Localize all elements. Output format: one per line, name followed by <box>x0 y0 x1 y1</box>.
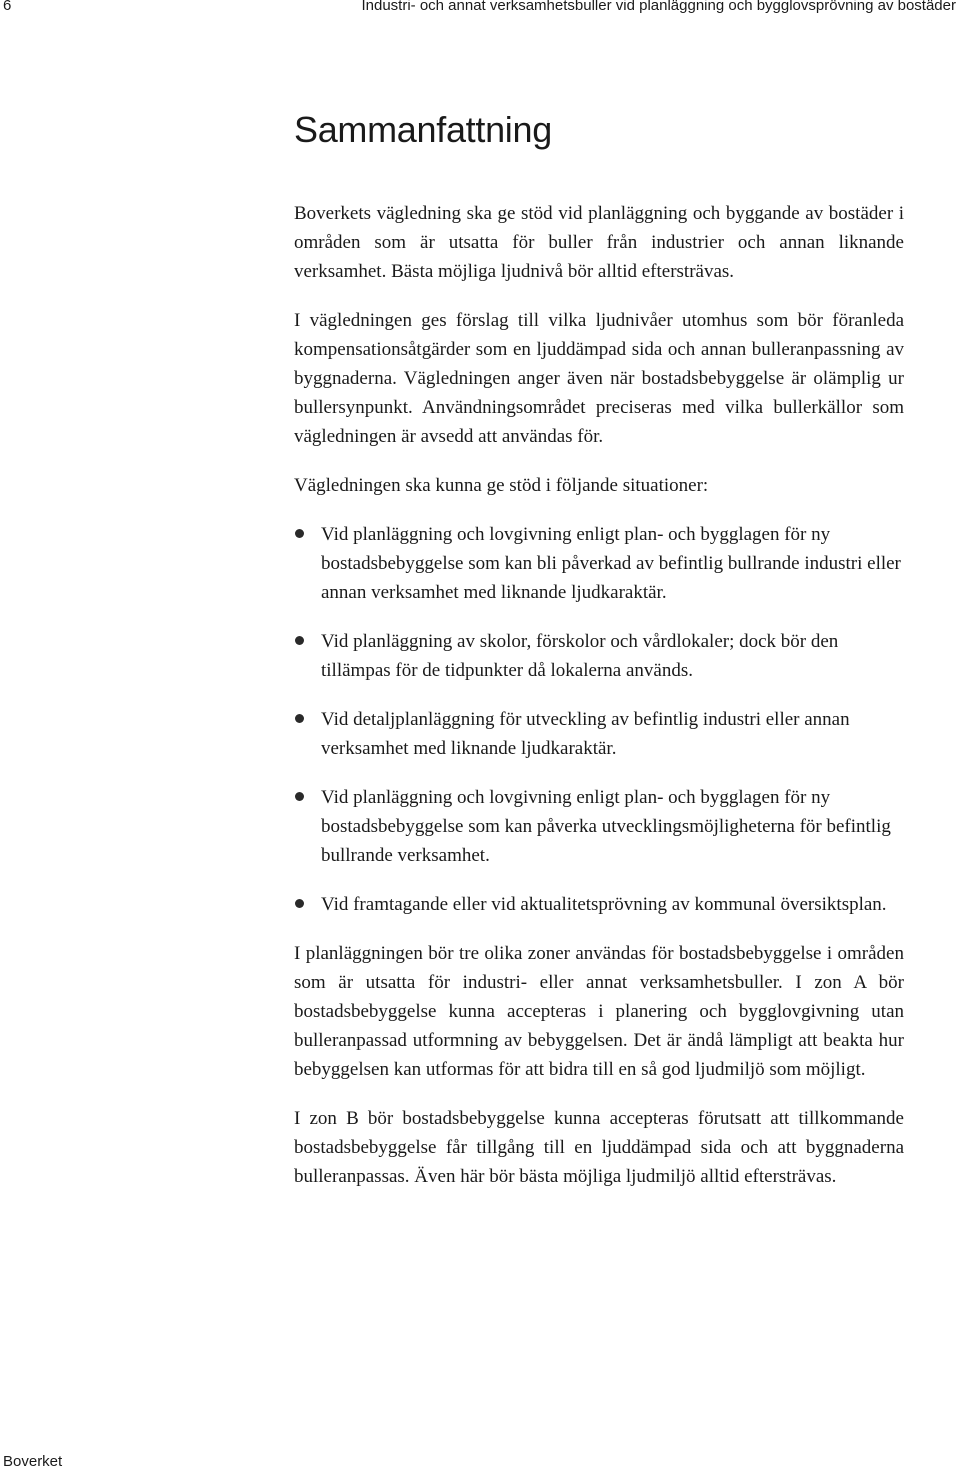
list-item-text: Vid framtagande eller vid aktualitetsprövning av kommunal översiktsplan. <box>321 894 887 915</box>
list-item <box>294 890 904 919</box>
list-item <box>294 783 904 870</box>
list-item-text: Vid planläggning och lovgivning enligt plan- och bygglagen för ny bostadsbebyggelse som kan bli påverkad av befintlig bullrande industri eller annan verksamhet med liknande ljudkaraktär. <box>321 524 901 603</box>
situations-list <box>294 520 904 919</box>
list-item <box>294 705 904 763</box>
guidance-paragraph: I vägledningen ges förslag till vilka ljudnivåer utomhus som bör föranleda kompensationsåtgärder som en ljuddämpad sida och annan bulleranpassning av byggnaderna. Vägledningen anger även när bostadsbebyggelse är olämplig ur bullersynpunkt. Användningsområdet preciseras med vilka bullerkällor som vägledningen är avsedd att användas för. <box>294 310 904 447</box>
list-item <box>294 627 904 685</box>
bullet-icon <box>295 529 304 538</box>
bullet-icon <box>295 636 304 645</box>
summary-body <box>294 199 904 1211</box>
list-item <box>294 520 904 607</box>
page-title: Sammanfattning <box>294 109 552 150</box>
list-item-text: Vid detaljplanläggning för utveckling av befintlig industri eller annan verksamhet med liknande ljudkaraktär. <box>321 709 850 759</box>
running-title: Industri- och annat verksamhetsbuller vid planläggning och bygglovsprövning av bostäder <box>361 0 956 14</box>
zone-a-paragraph: I planläggningen bör tre olika zoner användas för bostadsbebyggelse i områden som är utsatta för industri- eller annat verksamhetsbuller. I zon A bör bostadsbebyggelse kunna accepteras i planering och bygglovgivning utan bulleranpassad utformning av bebyggelsen. Det är ändå lämpligt att beakta hur bebyggelsen kan utformas för att bidra till en så god ljudmiljö som möjligt. <box>294 943 904 1080</box>
situations-lead-in: Vägledningen ska kunna ge stöd i följande situationer: <box>294 475 709 496</box>
running-header <box>0 0 960 20</box>
page-number: 6 <box>3 0 12 14</box>
bullet-icon <box>295 792 304 801</box>
list-item-text: Vid planläggning av skolor, förskolor och vårdlokaler; dock bör den tillämpas för de tidpunkter då lokalerna används. <box>321 631 839 681</box>
bullet-icon <box>295 899 304 908</box>
zone-b-paragraph: I zon B bör bostadsbebyggelse kunna accepteras förutsatt att tillkommande bostadsbebyggelse får tillgång till en ljuddämpad sida och att byggnaderna bulleranpassas. Även här bör bästa möjliga ljudmiljö alltid eftersträvas. <box>294 1108 904 1187</box>
intro-paragraph: Boverkets vägledning ska ge stöd vid planläggning och byggande av bostäder i områden som är utsatta för buller från industrier och annan liknande verksamhet. Bästa möjliga ljudnivå bör alltid eftersträvas. <box>294 203 904 282</box>
bullet-icon <box>295 714 304 723</box>
footer-publisher: Boverket <box>3 1453 63 1470</box>
list-item-text: Vid planläggning och lovgivning enligt plan- och bygglagen för ny bostadsbebyggelse som kan påverka utvecklingsmöjligheterna för befintlig bullrande verksamhet. <box>321 787 891 866</box>
